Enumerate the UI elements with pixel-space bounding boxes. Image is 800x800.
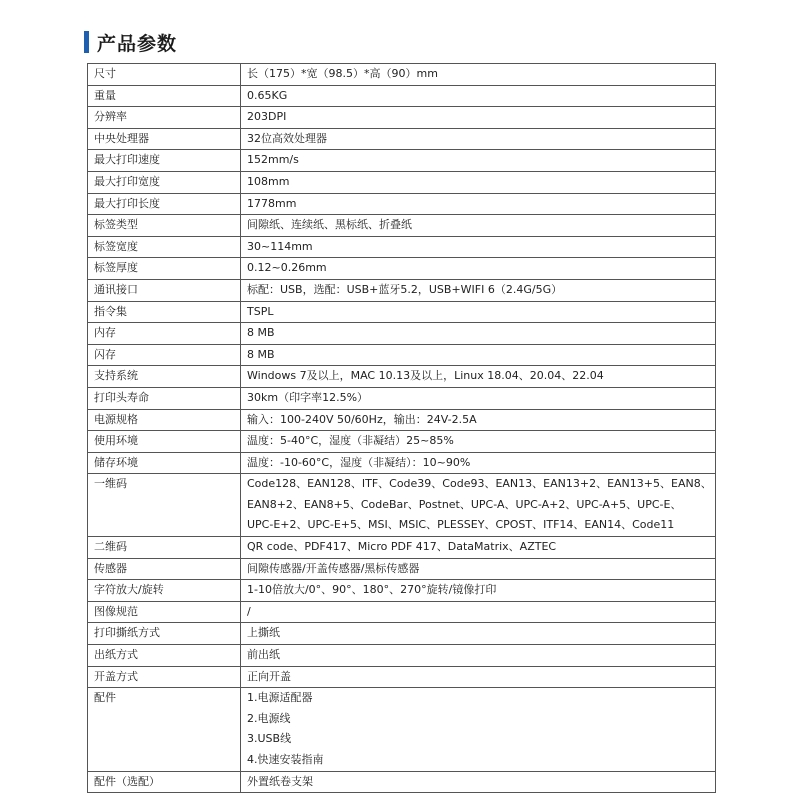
spec-value (241, 236, 716, 258)
spec-row (88, 258, 716, 280)
spec-row (88, 580, 716, 602)
spec-value (241, 150, 716, 172)
spec-row (88, 279, 716, 301)
spec-label: 打印头寿命 (88, 387, 241, 409)
spec-label: 配件 (88, 688, 241, 771)
spec-label: 中央处理器 (88, 128, 241, 150)
spec-value-line: 输入：100-240V 50/60Hz，输出：24V-2.5A (247, 412, 477, 426)
spec-row (88, 409, 716, 431)
spec-row (88, 645, 716, 667)
spec-value-line: 108mm (247, 174, 290, 188)
spec-row (88, 431, 716, 453)
spec-label: 最大打印长度 (88, 193, 241, 215)
spec-value-line: 上撕纸 (247, 626, 280, 640)
spec-value-line: TSPL (247, 304, 274, 318)
page-title: 产品参数 (97, 32, 178, 55)
spec-label: 最大打印速度 (88, 150, 241, 172)
spec-value-line: 间隙传感器/开盖传感器/黑标传感器 (247, 561, 420, 575)
spec-value (241, 171, 716, 193)
spec-label: 配件（选配） (88, 771, 241, 793)
spec-value (241, 107, 716, 129)
spec-label: 指令集 (88, 301, 241, 323)
spec-value (241, 409, 716, 431)
spec-value (241, 301, 716, 323)
spec-value (241, 771, 716, 793)
spec-row (88, 215, 716, 237)
spec-label: 传感器 (88, 558, 241, 580)
spec-value (241, 580, 716, 602)
spec-row (88, 474, 716, 537)
spec-label: 图像规范 (88, 601, 241, 623)
spec-label: 打印撕纸方式 (88, 623, 241, 645)
spec-value-line: 前出纸 (247, 648, 280, 662)
spec-label: 闪存 (88, 344, 241, 366)
spec-table-body (88, 64, 716, 793)
spec-value-line: 0.65KG (247, 88, 288, 102)
spec-value (241, 366, 716, 388)
spec-label: 支持系统 (88, 366, 241, 388)
spec-value-line: / (247, 604, 251, 618)
spec-value-line: Windows 7及以上，MAC 10.13及以上，Linux 18.04、20.04、22.04 (247, 369, 604, 383)
spec-value-line: 正向开盖 (247, 669, 291, 683)
spec-value (241, 85, 716, 107)
spec-label: 分辨率 (88, 107, 241, 129)
spec-value (241, 645, 716, 667)
spec-label: 储存环境 (88, 452, 241, 474)
spec-label: 最大打印宽度 (88, 171, 241, 193)
spec-row (88, 171, 716, 193)
spec-value-line: 3.USB线 (247, 732, 292, 746)
spec-label: 标签宽度 (88, 236, 241, 258)
spec-row (88, 623, 716, 645)
spec-value-line: 长（175）*宽（98.5）*高（90）mm (247, 67, 438, 80)
spec-row (88, 150, 716, 172)
spec-value-line: 30km（印字率12.5%） (247, 390, 369, 404)
spec-row (88, 85, 716, 107)
spec-label: 尺寸 (88, 64, 241, 86)
spec-value-line: EAN8+2、EAN8+5、CodeBar、Postnet、UPC-A、UPC-A+2、UPC-A+5、UPC-E、 (247, 497, 682, 511)
spec-label: 使用环境 (88, 431, 241, 453)
spec-row (88, 666, 716, 688)
spec-table (87, 63, 716, 793)
spec-value-line: 203DPI (247, 110, 287, 124)
spec-value-line: 1-10倍放大/0°、90°、180°、270°旋转/镜像打印 (247, 583, 497, 597)
spec-value (241, 537, 716, 559)
spec-row (88, 301, 716, 323)
spec-row (88, 64, 716, 86)
spec-value (241, 601, 716, 623)
spec-label: 标签厚度 (88, 258, 241, 280)
spec-row (88, 107, 716, 129)
spec-value (241, 431, 716, 453)
spec-row (88, 387, 716, 409)
spec-value (241, 387, 716, 409)
spec-value (241, 64, 716, 86)
spec-value (241, 452, 716, 474)
spec-value-line: 8 MB (247, 326, 275, 340)
spec-label: 开盖方式 (88, 666, 241, 688)
spec-row (88, 558, 716, 580)
spec-value (241, 258, 716, 280)
spec-value (241, 128, 716, 150)
spec-row (88, 771, 716, 793)
spec-label: 重量 (88, 85, 241, 107)
heading-accent-bar (84, 31, 89, 53)
section-heading (84, 28, 177, 56)
spec-label: 出纸方式 (88, 645, 241, 667)
spec-label: 字符放大/旋转 (88, 580, 241, 602)
spec-value-line: 温度：-10-60°C，湿度（非凝结）：10~90% (247, 455, 471, 469)
spec-value-line: 1778mm (247, 196, 297, 210)
spec-row (88, 601, 716, 623)
spec-value (241, 623, 716, 645)
spec-row (88, 193, 716, 215)
spec-value (241, 474, 716, 537)
spec-value-line: 外置纸卷支架 (247, 774, 313, 788)
spec-label: 电源规格 (88, 409, 241, 431)
spec-label: 一维码 (88, 474, 241, 537)
spec-row (88, 236, 716, 258)
spec-row (88, 344, 716, 366)
spec-label: 标签类型 (88, 215, 241, 237)
spec-row (88, 688, 716, 771)
spec-value-line: 0.12~0.26mm (247, 261, 327, 275)
spec-value-line: 温度：5-40°C，湿度（非凝结）25~85% (247, 434, 454, 448)
spec-label: 通讯接口 (88, 279, 241, 301)
spec-value (241, 215, 716, 237)
spec-value-line: 30~114mm (247, 239, 313, 253)
spec-value (241, 558, 716, 580)
spec-value-line: 间隙纸、连续纸、黑标纸、折叠纸 (247, 218, 412, 232)
spec-row (88, 128, 716, 150)
spec-value-line: QR code、PDF417、Micro PDF 417、DataMatrix、AZTEC (247, 540, 557, 554)
spec-value (241, 323, 716, 345)
spec-row (88, 323, 716, 345)
spec-label: 内存 (88, 323, 241, 345)
spec-value (241, 688, 716, 771)
spec-value-line: 2.电源线 (247, 711, 291, 725)
spec-label: 二维码 (88, 537, 241, 559)
spec-value-line: Code128、EAN128、ITF、Code39、Code93、EAN13、EAN13+2、EAN13+5、EAN8、 (247, 477, 712, 491)
spec-value-line: 标配：USB，选配：USB+蓝牙5.2，USB+WIFI 6（2.4G/5G） (247, 282, 563, 296)
spec-value-line: 1.电源适配器 (247, 691, 313, 705)
spec-value-line: 4.快速安装指南 (247, 753, 324, 766)
spec-value (241, 193, 716, 215)
spec-row (88, 366, 716, 388)
spec-value-line: 8 MB (247, 347, 275, 361)
spec-value (241, 279, 716, 301)
spec-value-line: UPC-E+2、UPC-E+5、MSI、MSIC、PLESSEY、CPOST、ITF14、EAN14、Code11 (247, 518, 675, 532)
spec-value (241, 666, 716, 688)
spec-value-line: 152mm/s (247, 153, 299, 167)
spec-value-line: 32位高效处理器 (247, 131, 327, 145)
spec-row (88, 452, 716, 474)
spec-value (241, 344, 716, 366)
spec-row (88, 537, 716, 559)
